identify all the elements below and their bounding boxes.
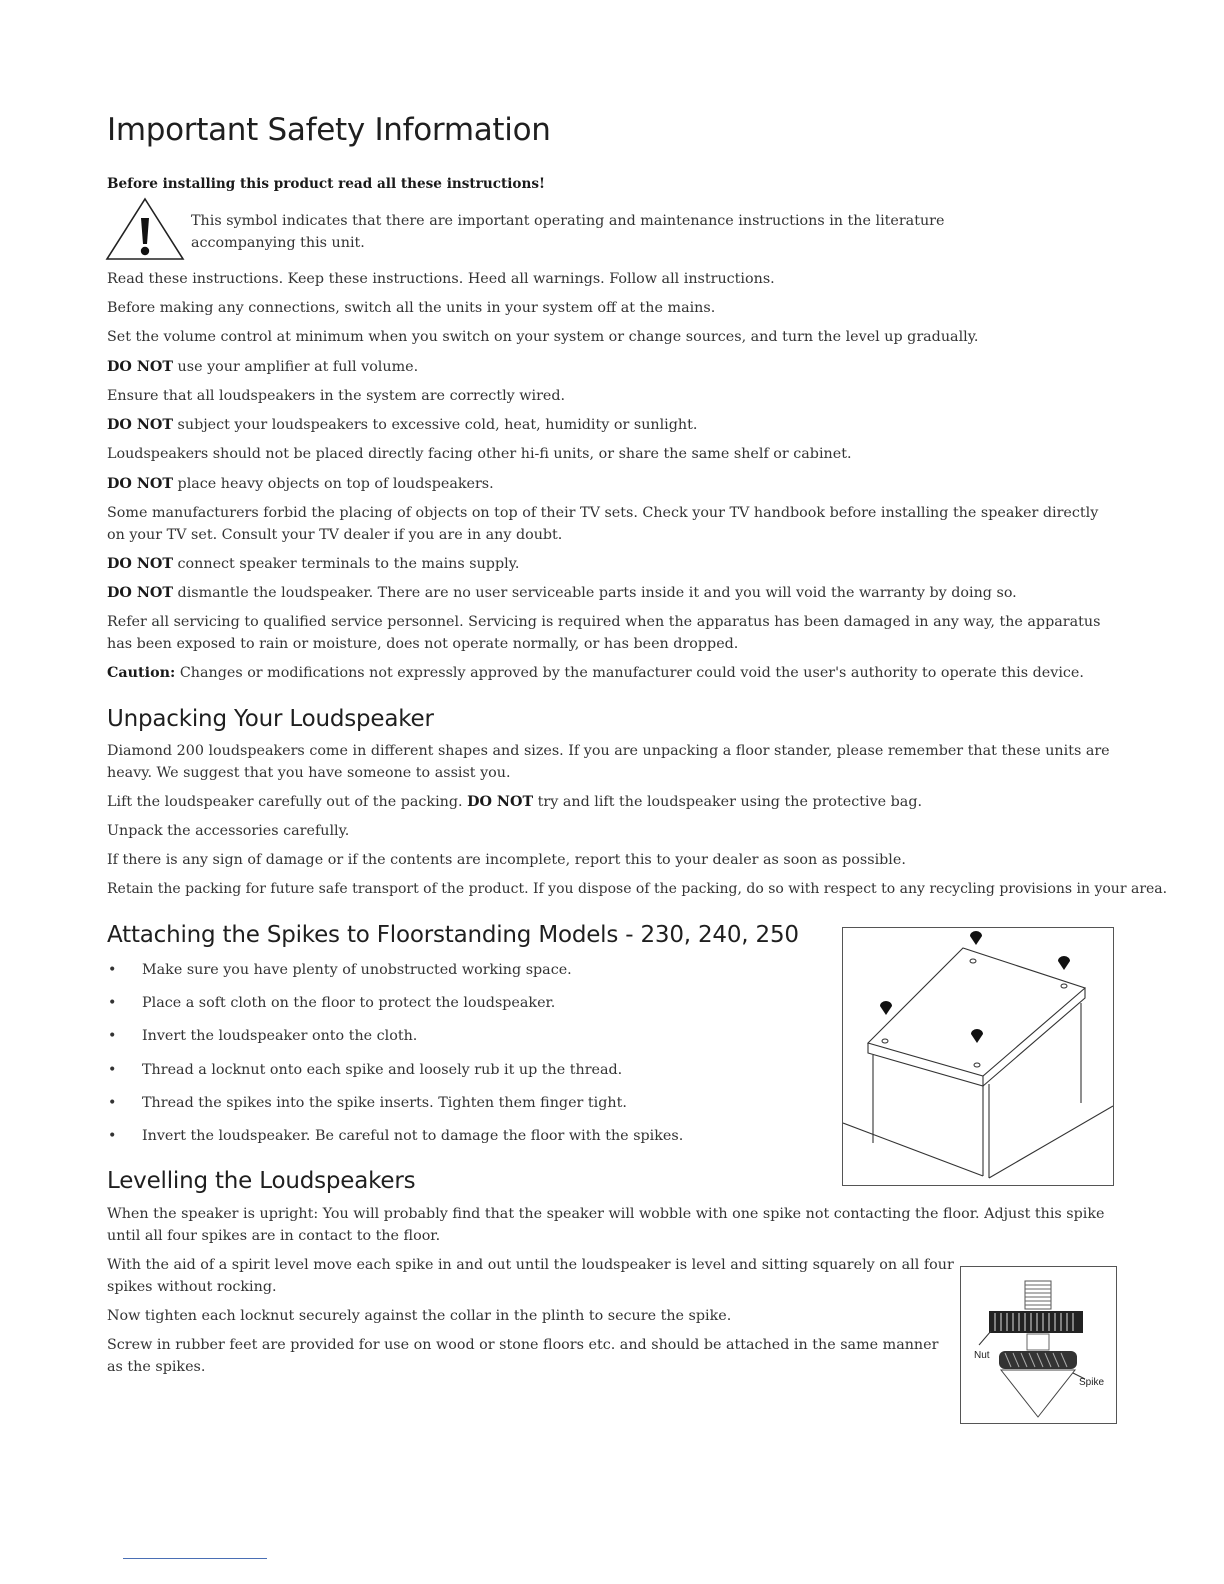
unpacking-heading: Unpacking Your Loudspeaker [107, 706, 434, 732]
levelling-spirit-level: With the aid of a spirit level move each spike in and out until the loudspeaker is level and sitting squarely on all four spikes without rocking. [107, 1257, 954, 1295]
unpacking-heavy: Diamond 200 loudspeakers come in different shapes and sizes. If you are unpacking a floor stander, please remember that these units are heavy. We suggest that you have someone to assist you. [107, 743, 1110, 781]
safety-wiring: Ensure that all loudspeakers in the system are correctly wired. [107, 388, 566, 404]
safety-mains-supply-text: connect speaker terminals to the mains supply. [177, 556, 520, 572]
levelling-rubber-feet: Screw in rubber feet are provided for use on wood or stone floors etc. and should be attached in the same manner as the spikes. [107, 1337, 939, 1375]
safety-environment [107, 414, 1117, 436]
safety-heavy-objects [107, 473, 1117, 495]
bullet: • [108, 995, 117, 1011]
safety-dismantle-text: dismantle the loudspeaker. There are no user serviceable parts inside it and you will void the warranty by doing so. [177, 585, 1017, 601]
unpacking-lift [107, 791, 1117, 813]
footnote-divider [123, 1558, 267, 1559]
nut-label: Nut [974, 1350, 990, 1361]
bullet: • [108, 962, 117, 978]
spike-label: Spike [1079, 1377, 1105, 1388]
caution-label: Caution: [107, 665, 176, 681]
safety-caution-text: Changes or modifications not expressly approved by the manufacturer could void the user's authority to operate this device. [179, 665, 1084, 681]
list-item-text: Invert the loudspeaker. Be careful not to damage the floor with the spikes. [142, 1128, 684, 1144]
safety-read-instructions: Read these instructions. Keep these instructions. Heed all warnings. Follow all instructions. [107, 271, 775, 287]
unpacking-lift-text-2: try and lift the loudspeaker using the protective bag. [537, 794, 923, 810]
list-item-text: Make sure you have plenty of unobstructed working space. [142, 962, 572, 978]
bullet: • [108, 1062, 117, 1078]
bullet: • [108, 1028, 117, 1044]
unpacking-damage: If there is any sign of damage or if the contents are incomplete, report this to your dealer as soon as possible. [107, 852, 906, 868]
levelling-heading: Levelling the Loudspeakers [107, 1168, 416, 1194]
do-not-label: DO NOT [107, 556, 173, 572]
before-installing-note: Before installing this product read all these instructions! [107, 176, 546, 192]
unpacking-retain: Retain the packing for future safe transport of the product. If you dispose of the packing, do so with respect to any recycling provisions in your area. [107, 881, 1168, 897]
symbol-explanation: This symbol indicates that there are important operating and maintenance instructions in the literature accompanying this unit. [191, 213, 945, 251]
unpacking-lift-text: Lift the loudspeaker carefully out of the packing. [107, 794, 463, 810]
spike-nut-diagram [960, 1266, 1117, 1424]
page-title: Important Safety Information [107, 112, 551, 148]
safety-full-volume [107, 356, 1117, 378]
do-not-label: DO NOT [107, 359, 173, 375]
inverted-speaker-diagram [842, 927, 1114, 1186]
safety-caution [107, 662, 1117, 684]
do-not-label: DO NOT [467, 794, 534, 810]
spikes-heading: Attaching the Spikes to Floorstanding Models - 230, 240, 250 [107, 922, 799, 948]
bullet: • [108, 1128, 117, 1144]
bullet: • [108, 1095, 117, 1111]
list-item-text: Invert the loudspeaker onto the cloth. [142, 1028, 418, 1044]
inverted-speaker-illustration [843, 928, 1113, 1185]
safety-heavy-objects-text: place heavy objects on top of loudspeakers. [177, 476, 494, 492]
list-item-text: Thread the spikes into the spike inserts. Tighten them finger tight. [142, 1095, 627, 1111]
safety-dismantle [107, 582, 1117, 604]
safety-full-volume-text: use your amplifier at full volume. [177, 359, 419, 375]
do-not-label: DO NOT [107, 585, 173, 601]
list-item-text: Thread a locknut onto each spike and loosely rub it up the thread. [142, 1062, 623, 1078]
safety-switch-off: Before making any connections, switch all the units in your system off at the mains. [107, 300, 716, 316]
levelling-locknut: Now tighten each locknut securely against the collar in the plinth to secure the spike. [107, 1308, 732, 1324]
list-item-text: Place a soft cloth on the floor to protect the loudspeaker. [142, 995, 556, 1011]
safety-tv-sets: Some manufacturers forbid the placing of objects on top of their TV sets. Check your TV handbook before installing the speaker directly on your TV set. Consult your TV dealer if you are in any doubt. [107, 505, 1099, 543]
safety-mains-supply [107, 553, 1117, 575]
spike-cone-icon [1001, 1370, 1075, 1417]
safety-servicing: Refer all servicing to qualified service personnel. Servicing is required when the apparatus has been damaged in any way, the apparatus has been exposed to rain or moisture, does not operate normally, or has been dropped. [107, 614, 1101, 652]
do-not-label: DO NOT [107, 417, 173, 433]
do-not-label: DO NOT [107, 476, 173, 492]
levelling-upright: When the speaker is upright: You will probably find that the speaker will wobble with one spike not contacting the floor. Adjust this spike until all four spikes are in contact to the floor. [107, 1206, 1105, 1244]
safety-environment-text: subject your loudspeakers to excessive cold, heat, humidity or sunlight. [177, 417, 698, 433]
nut-icon [989, 1311, 1083, 1333]
safety-placement: Loudspeakers should not be placed directly facing other hi-fi units, or share the same shelf or cabinet. [107, 446, 852, 462]
unpacking-accessories: Unpack the accessories carefully. [107, 823, 350, 839]
warning-triangle-icon [104, 196, 186, 262]
spike-nut-illustration [961, 1267, 1116, 1423]
safety-volume-minimum: Set the volume control at minimum when you switch on your system or change sources, and turn the level up gradually. [107, 329, 979, 345]
